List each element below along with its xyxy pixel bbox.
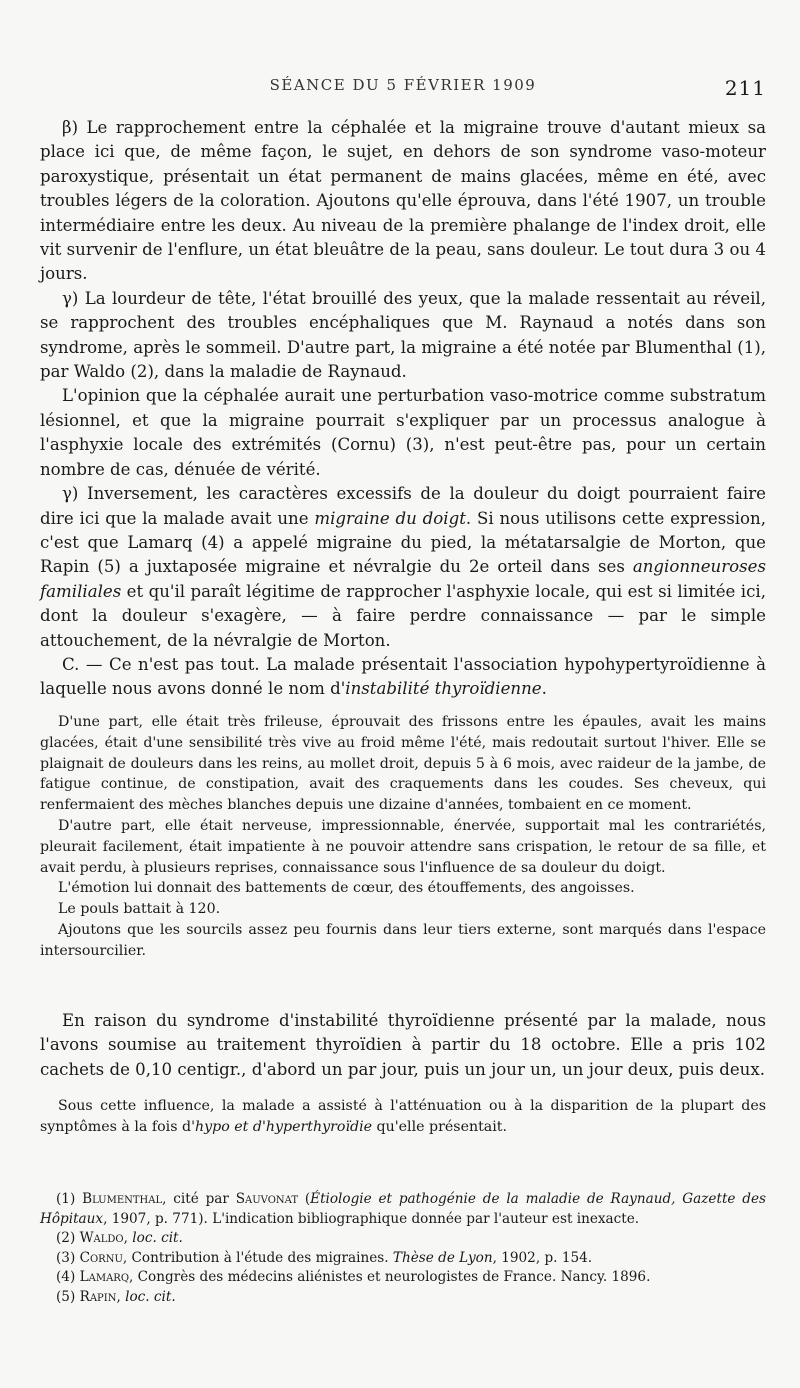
case-detail-text: [40, 712, 766, 962]
treatment-text: [40, 1009, 766, 1082]
paragraph-opinion: L'opinion que la céphalée aurait une perturbation vaso-motrice comme substratum lésionnel, et que la migraine pourrait s'expliquer par un processus analogue à l'asphyxie locale des extrémités (Cornu) (3), n'est peut-être pas, pour un certain nombre de cas, dénuée de vérité.: [40, 386, 766, 479]
treatment-paragraph: En raison du syndrome d'instabilité thyroïdienne présenté par la malade, nous l'avons soumise au traitement thyroïdien à partir du 18 octobre. Elle a pris 102 cachets de 0,10 centigr., d'abord un par jour, puis un jour un, un jour deux, puis deux.: [40, 1011, 766, 1079]
detail-paragraph: D'autre part, elle était nerveuse, impressionnable, énervée, supportait mal les contrariétés, pleurait facilement, était impatiente à ne pouvoir attendre sans crispation, le retour de sa fille, et avait perdu, à plusieurs reprises, connaissance sous l'influence de sa douleur du doigt.: [40, 817, 766, 876]
page-number: 211: [724, 76, 766, 100]
paragraph-c: C. — Ce n'est pas tout. La malade présentait l'association hypohypertyroïdienne à laquelle nous avons donné le nom d'instabilité thyroïdienne.: [40, 654, 766, 699]
detail-paragraph: Ajoutons que les sourcils assez peu fournis dans leur tiers externe, sont marqués dans l'espace intersourcilier.: [40, 921, 766, 959]
running-title: SÉANCE DU 5 FÉVRIER 1909: [269, 76, 537, 94]
italic-term: instabilité thyroïdienne: [345, 679, 542, 699]
detail-paragraph: Le pouls battait à 120.: [58, 901, 221, 918]
footnote-2: (2) Waldo, loc. cit.: [56, 1230, 183, 1247]
footnote-3: (3) Cornu, Contribution à l'étude des migraines. Thèse de Lyon, 1902, p. 154.: [56, 1249, 593, 1266]
footnotes: [40, 1190, 766, 1308]
main-text: [40, 116, 766, 702]
page-header: [40, 76, 766, 100]
italic-term: migraine du doigt: [314, 508, 466, 528]
detail-paragraph: D'une part, elle était très frileuse, éprouvait des frissons entre les épaules, avait les mains glacées, était d'une sensibilité très vive au froid même l'été, mais redoutait surtout l'hiver. Elle se plaignait de douleurs dans les reins, au mollet droit, depuis 5 à 6 mois, avec raideur de la jambe, de fatigue continue, de constipation, avait des craquements dans les coudes. Ses cheveux, qui renfermaient des mèches blanches depuis une dizaine d'années, tombaient en ce moment.: [40, 714, 766, 814]
italic-term: hypo et d'hyperthyroïdie: [194, 1118, 373, 1135]
detail-paragraph: L'émotion lui donnait des battements de cœur, des étouffements, des angoisses.: [58, 880, 635, 897]
outcome-text: [40, 1096, 766, 1138]
italic-term: angionneuroses familiales: [40, 557, 766, 601]
paragraph-beta: β) Le rapprochement entre la céphalée et la migraine trouve d'autant mieux sa place ici que, de même façon, le sujet, en dehors de son syndrome vaso-moteur paroxystique, présentait un état permanent de mains glacées, même en été, avec troubles légers de la coloration. Ajoutons qu'elle éprouva, dans l'été 1907, un trouble intermédiaire entre les deux. Au niveau de la première phalange de l'index droit, elle vit survenir de l'enflure, un état bleuâtre de la peau, sans douleur. Le tout dura 3 ou 4 jours.: [40, 118, 766, 284]
footnote-4: (4) Lamarq, Congrès des médecins aliénistes et neurologistes de France. Nancy. 1896.: [56, 1269, 651, 1286]
paragraph-gamma-2: γ) Inversement, les caractères excessifs de la douleur du doigt pourraient faire dire ici que la malade avait une migraine du doigt. Si nous utilisons cette expression, c'est que Lamarq (4) a appelé migraine du pied, la métatarsalgie de Morton, que Rapin (5) a juxtaposée migraine et névralgie du 2e orteil dans ses angionneuroses familiales et qu'il paraît légitime de rapprocher l'asphyxie locale, qui est si limitée ici, dont la douleur s'exagère, — à faire perdre connaissance — par le simple attouchement, de la névralgie de Morton.: [40, 484, 766, 650]
outcome-paragraph: Sous cette influence, la malade a assisté à l'atténuation ou à la disparition de la plupart des synptômes à la fois d'hypo et d'hyperthyroïdie qu'elle présentait.: [40, 1098, 766, 1135]
footnote-1: (1) Blumenthal, cité par Sauvonat (Étiologie et pathogénie de la maladie de Raynaud, Gazette des Hôpitaux, 1907, p. 771). L'indication bibliographique donnée par l'auteur est inexacte.: [40, 1191, 766, 1227]
paragraph-gamma-1: γ) La lourdeur de tête, l'état brouillé des yeux, que la malade ressentait au réveil, se rapprochent des troubles encéphaliques que M. Raynaud a notés dans son syndrome, après le sommeil. D'autre part, la migraine a été notée par Blumenthal (1), par Waldo (2), dans la maladie de Raynaud.: [40, 288, 766, 382]
footnote-5: (5) Rapin, loc. cit.: [56, 1288, 176, 1305]
